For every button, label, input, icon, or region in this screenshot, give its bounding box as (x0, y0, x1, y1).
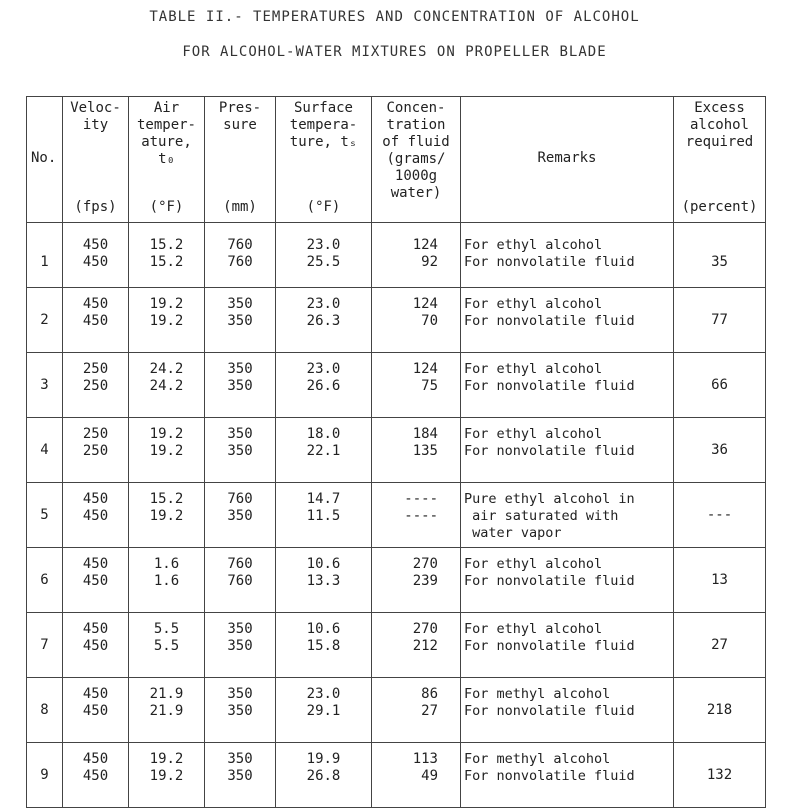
cell-remarks (461, 353, 674, 418)
cell-air-temperature (129, 353, 205, 418)
cell-concentration-line: 27 (421, 703, 438, 719)
header-surface-temperature: Surface tempera- ture, tₛ (°F) (276, 97, 372, 223)
cell-air-temperature-line: 19.2 (149, 751, 184, 767)
cell-concentration-line: 86 (421, 686, 438, 702)
cell-velocity-line: 450 (82, 686, 109, 702)
cell-no: 5 (27, 483, 63, 548)
cell-remarks-line: For ethyl alcohol (464, 296, 603, 312)
cell-velocity (63, 223, 129, 288)
cell-surface-temperature-line: 11.5 (306, 508, 341, 524)
cell-air-temperature (129, 743, 205, 808)
cell-pressure-line: 350 (227, 621, 253, 637)
cell-remarks (461, 548, 674, 613)
cell-air-temperature (129, 678, 205, 743)
cell-air-temperature (129, 613, 205, 678)
cell-pressure-line: 350 (227, 686, 253, 702)
cell-air-temperature-line: 19.2 (149, 296, 184, 312)
cell-pressure-line: 350 (227, 426, 253, 442)
cell-velocity-line: 250 (82, 443, 109, 459)
cell-remarks-line: For nonvolatile fluid (464, 443, 635, 459)
cell-surface-temperature-line: 10.6 (306, 621, 341, 637)
cell-pressure (205, 548, 276, 613)
cell-velocity-line: 450 (82, 556, 109, 572)
cell-concentration (372, 418, 461, 483)
cell-excess-alcohol: 35 (674, 223, 766, 288)
cell-remarks (461, 613, 674, 678)
cell-velocity-line: 450 (82, 491, 109, 507)
table-row (27, 548, 766, 613)
cell-velocity-line: 450 (82, 703, 109, 719)
cell-concentration-line: 239 (412, 573, 438, 589)
cell-surface-temperature-line: 18.0 (306, 426, 341, 442)
cell-concentration-line: 270 (412, 621, 438, 637)
cell-pressure-line: 350 (227, 296, 253, 312)
cell-pressure (205, 743, 276, 808)
cell-air-temperature-line: 19.2 (149, 426, 184, 442)
cell-no: 2 (27, 288, 63, 353)
cell-pressure (205, 223, 276, 288)
cell-no: 7 (27, 613, 63, 678)
cell-concentration-line: 124 (412, 237, 438, 253)
cell-no: 4 (27, 418, 63, 483)
cell-pressure (205, 483, 276, 548)
cell-surface-temperature-line: 14.7 (306, 491, 341, 507)
cell-excess-alcohol: 77 (674, 288, 766, 353)
cell-air-temperature-line: 1.6 (153, 556, 180, 572)
cell-velocity-line: 450 (82, 237, 109, 253)
table-subtitle: FOR ALCOHOL-WATER MIXTURES ON PROPELLER BLADE (182, 44, 607, 60)
cell-pressure (205, 678, 276, 743)
cell-remarks-line: water vapor (464, 525, 562, 541)
cell-concentration (372, 678, 461, 743)
cell-velocity (63, 483, 129, 548)
cell-remarks-line: For nonvolatile fluid (464, 254, 635, 270)
cell-velocity-line: 250 (82, 426, 109, 442)
cell-air-temperature-line: 15.2 (149, 237, 184, 253)
cell-velocity-line: 450 (82, 638, 109, 654)
cell-concentration-line: 270 (412, 556, 438, 572)
cell-concentration-line: ---- (404, 508, 438, 524)
table-row (27, 288, 766, 353)
cell-remarks (461, 483, 674, 548)
cell-no: 3 (27, 353, 63, 418)
cell-concentration-line: ---- (404, 491, 438, 507)
cell-pressure-line: 350 (227, 508, 253, 524)
cell-surface-temperature-line: 19.9 (306, 751, 341, 767)
cell-velocity-line: 450 (82, 313, 109, 329)
cell-pressure-line: 350 (227, 751, 253, 767)
data-table (26, 96, 766, 808)
cell-velocity-line: 450 (82, 296, 109, 312)
cell-concentration-line: 75 (421, 378, 438, 394)
table-row (27, 418, 766, 483)
cell-velocity-line: 450 (82, 621, 109, 637)
cell-surface-temperature-line: 23.0 (306, 361, 341, 377)
header-excess-alcohol: Excess alcohol required (percent) (674, 97, 766, 223)
cell-remarks-line: For ethyl alcohol (464, 621, 603, 637)
cell-velocity (63, 418, 129, 483)
cell-concentration-line: 184 (412, 426, 438, 442)
cell-surface-temperature (276, 483, 372, 548)
cell-surface-temperature-line: 26.8 (306, 768, 341, 784)
cell-pressure (205, 613, 276, 678)
cell-concentration (372, 288, 461, 353)
cell-excess-alcohol: 13 (674, 548, 766, 613)
cell-pressure (205, 353, 276, 418)
cell-air-temperature (129, 483, 205, 548)
table-title: TABLE II.- TEMPERATURES AND CONCENTRATION OF ALCOHOL (149, 9, 640, 25)
cell-remarks-line: For ethyl alcohol (464, 556, 603, 572)
cell-remarks-line: air saturated with (464, 508, 619, 524)
cell-no: 6 (27, 548, 63, 613)
cell-velocity-line: 450 (82, 751, 109, 767)
cell-excess-alcohol: --- (674, 483, 766, 548)
cell-surface-temperature-line: 15.8 (306, 638, 341, 654)
cell-pressure-line: 350 (227, 638, 253, 654)
cell-velocity (63, 548, 129, 613)
cell-air-temperature-line: 19.2 (149, 313, 184, 329)
cell-air-temperature-line: 19.2 (149, 443, 184, 459)
cell-remarks-line: For ethyl alcohol (464, 426, 603, 442)
cell-remarks-line: For nonvolatile fluid (464, 573, 635, 589)
cell-pressure-line: 350 (227, 378, 253, 394)
cell-pressure-line: 350 (227, 703, 253, 719)
cell-remarks-line: For nonvolatile fluid (464, 378, 635, 394)
cell-surface-temperature (276, 548, 372, 613)
cell-air-temperature (129, 288, 205, 353)
cell-remarks-line: For ethyl alcohol (464, 361, 603, 377)
cell-air-temperature (129, 548, 205, 613)
table-row (27, 483, 766, 548)
cell-no: 8 (27, 678, 63, 743)
cell-remarks (461, 678, 674, 743)
header-concentration: Concen- tration of fluid (grams/ 1000g water) (372, 97, 461, 223)
cell-velocity-line: 250 (82, 361, 109, 377)
cell-remarks-line: For nonvolatile fluid (464, 638, 635, 654)
cell-air-temperature-line: 5.5 (153, 638, 180, 654)
cell-air-temperature-line: 15.2 (149, 491, 184, 507)
cell-remarks-line: For ethyl alcohol (464, 237, 603, 253)
cell-remarks-line: For nonvolatile fluid (464, 313, 635, 329)
cell-remarks-line: For nonvolatile fluid (464, 768, 635, 784)
cell-concentration-line: 92 (421, 254, 438, 270)
cell-remarks (461, 743, 674, 808)
cell-surface-temperature-line: 26.6 (306, 378, 341, 394)
cell-concentration (372, 353, 461, 418)
cell-velocity (63, 678, 129, 743)
table-row (27, 678, 766, 743)
table-row (27, 223, 766, 288)
cell-surface-temperature (276, 223, 372, 288)
cell-air-temperature-line: 24.2 (149, 378, 184, 394)
cell-air-temperature-line: 21.9 (149, 703, 184, 719)
header-no: No. (27, 97, 63, 223)
cell-pressure (205, 288, 276, 353)
cell-surface-temperature (276, 743, 372, 808)
cell-concentration-line: 49 (421, 768, 438, 784)
cell-surface-temperature-line: 25.5 (306, 254, 341, 270)
cell-remarks (461, 418, 674, 483)
header-remarks: Remarks (461, 97, 674, 223)
cell-pressure-line: 760 (227, 573, 253, 589)
cell-concentration (372, 613, 461, 678)
cell-excess-alcohol: 132 (674, 743, 766, 808)
cell-air-temperature-line: 1.6 (153, 573, 180, 589)
cell-surface-temperature (276, 678, 372, 743)
cell-pressure (205, 418, 276, 483)
cell-pressure-line: 350 (227, 313, 253, 329)
cell-pressure-line: 760 (227, 254, 253, 270)
cell-velocity-line: 250 (82, 378, 109, 394)
cell-pressure-line: 760 (227, 237, 253, 253)
header-pressure: Pres- sure (mm) (205, 97, 276, 223)
cell-pressure-line: 760 (227, 556, 253, 572)
cell-concentration-line: 124 (412, 361, 438, 377)
cell-excess-alcohol: 27 (674, 613, 766, 678)
cell-air-temperature (129, 223, 205, 288)
cell-excess-alcohol: 218 (674, 678, 766, 743)
cell-air-temperature-line: 15.2 (149, 254, 184, 270)
header-air-temperature: Air temper- ature, t₀ (°F) (129, 97, 205, 223)
cell-remarks-line: For nonvolatile fluid (464, 703, 635, 719)
cell-pressure-line: 760 (227, 491, 253, 507)
cell-surface-temperature-line: 29.1 (306, 703, 341, 719)
cell-air-temperature (129, 418, 205, 483)
table-row (27, 353, 766, 418)
cell-velocity (63, 353, 129, 418)
cell-surface-temperature (276, 288, 372, 353)
cell-remarks-line: Pure ethyl alcohol in (464, 491, 635, 507)
cell-remarks-line: For methyl alcohol (464, 686, 611, 702)
cell-air-temperature-line: 5.5 (153, 621, 180, 637)
cell-surface-temperature (276, 613, 372, 678)
cell-no: 1 (27, 223, 63, 288)
cell-surface-temperature-line: 23.0 (306, 237, 341, 253)
cell-velocity-line: 450 (82, 768, 109, 784)
cell-concentration (372, 483, 461, 548)
cell-excess-alcohol: 66 (674, 353, 766, 418)
cell-air-temperature-line: 19.2 (149, 768, 184, 784)
cell-velocity (63, 613, 129, 678)
cell-excess-alcohol: 36 (674, 418, 766, 483)
cell-velocity (63, 743, 129, 808)
cell-velocity-line: 450 (82, 254, 109, 270)
table-row (27, 743, 766, 808)
cell-velocity-line: 450 (82, 508, 109, 524)
cell-concentration (372, 548, 461, 613)
cell-concentration (372, 743, 461, 808)
cell-no: 9 (27, 743, 63, 808)
header-row (27, 97, 766, 223)
cell-pressure-line: 350 (227, 768, 253, 784)
cell-concentration-line: 70 (421, 313, 438, 329)
cell-concentration-line: 135 (412, 443, 438, 459)
cell-pressure-line: 350 (227, 361, 253, 377)
cell-surface-temperature-line: 13.3 (306, 573, 341, 589)
cell-air-temperature-line: 19.2 (149, 508, 184, 524)
cell-surface-temperature-line: 26.3 (306, 313, 341, 329)
cell-air-temperature-line: 24.2 (149, 361, 184, 377)
cell-concentration-line: 124 (412, 296, 438, 312)
cell-surface-temperature (276, 353, 372, 418)
cell-remarks-line: For methyl alcohol (464, 751, 611, 767)
table-row (27, 613, 766, 678)
cell-velocity (63, 288, 129, 353)
cell-pressure-line: 350 (227, 443, 253, 459)
cell-surface-temperature-line: 23.0 (306, 686, 341, 702)
cell-remarks (461, 223, 674, 288)
header-velocity: Veloc- ity (fps) (63, 97, 129, 223)
cell-concentration-line: 113 (412, 751, 438, 767)
cell-air-temperature-line: 21.9 (149, 686, 184, 702)
cell-concentration (372, 223, 461, 288)
cell-surface-temperature-line: 10.6 (306, 556, 341, 572)
cell-concentration-line: 212 (412, 638, 438, 654)
cell-surface-temperature (276, 418, 372, 483)
cell-remarks (461, 288, 674, 353)
cell-surface-temperature-line: 23.0 (306, 296, 341, 312)
cell-velocity-line: 450 (82, 573, 109, 589)
cell-surface-temperature-line: 22.1 (306, 443, 341, 459)
